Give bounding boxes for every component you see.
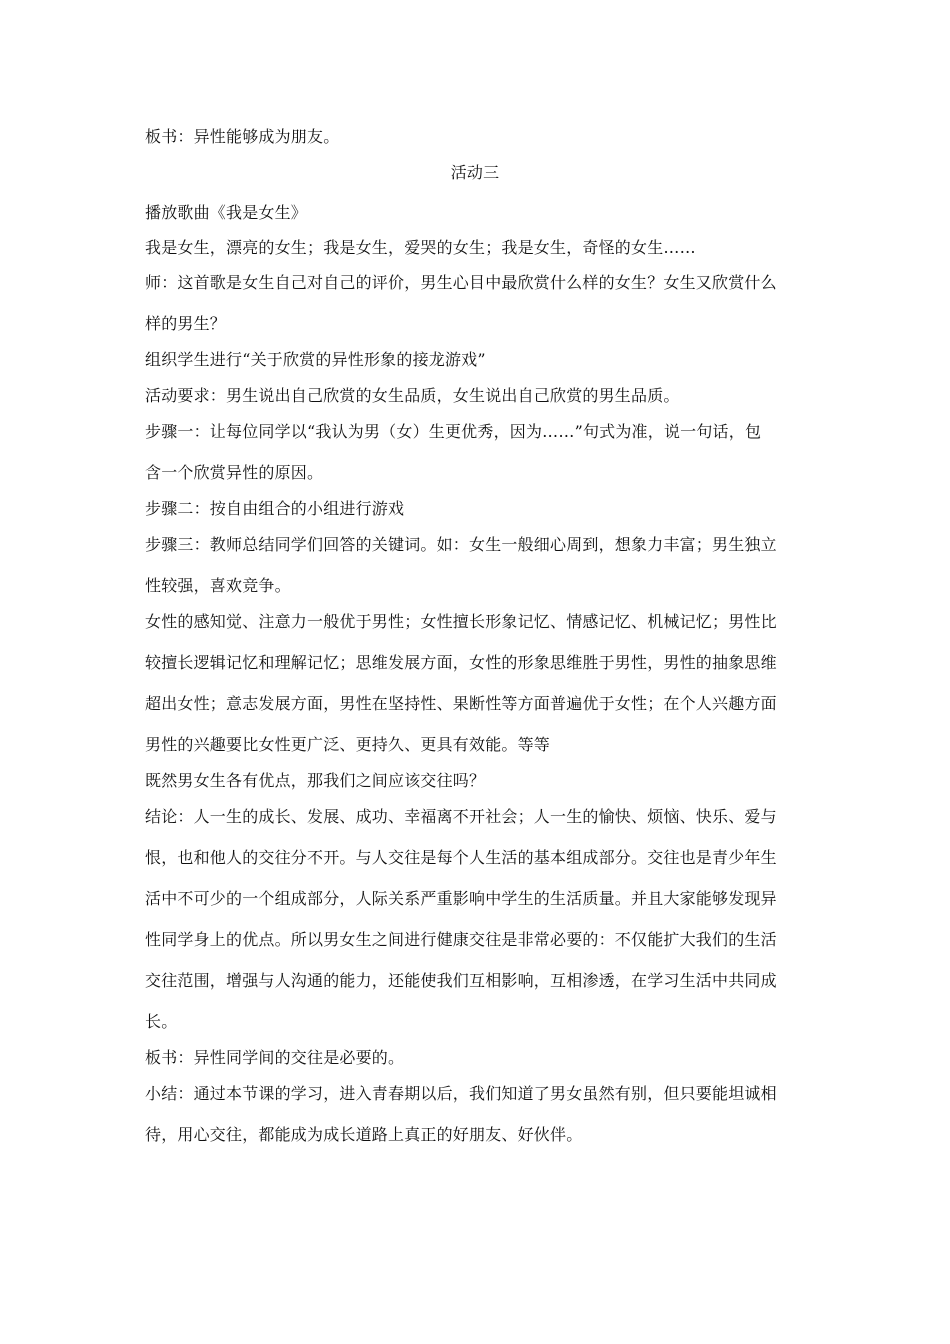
comparison-line-1: 女性的感知觉、注意力一般优于男性；女性擅长形象记忆、情感记忆、机械记忆；男性比 [145,612,777,631]
step-three-line-1: 步骤三：教师总结同学们回答的关键词。如：女生一般细心周到，想象力丰富；男生独立 [145,535,777,554]
question-line: 既然男女生各有优点，那我们之间应该交往吗？ [145,771,486,790]
step-one-line-1: 步骤一：让每位同学以“我认为男（女）生更优秀，因为……”句式为准，说一句话，包 [145,422,762,441]
conclusion-line-2: 恨，也和他人的交往分不开。与人交往是每个人生活的基本组成部分。交往也是青少年生 [145,848,777,867]
summary-line-2: 待，用心交往，都能成为成长道路上真正的好朋友、好伙伴。 [145,1125,583,1144]
conclusion-line-6: 长。 [145,1012,178,1031]
activity-requirement: 活动要求：男生说出自己欣赏的女生品质，女生说出自己欣赏的男生品质。 [145,386,680,405]
comparison-line-2: 较擅长逻辑记忆和理解记忆；思维发展方面，女性的形象思维胜于男性，男性的抽象思维 [145,653,777,672]
blackboard-note-1: 板书：异性能够成为朋友。 [145,127,340,146]
comparison-line-4: 男性的兴趣要比女性更广泛、更持久、更具有效能。等等 [145,735,551,754]
blackboard-note-2: 板书：异性同学间的交往是必要的。 [145,1048,405,1067]
game-organize-line: 组织学生进行“关于欣赏的异性形象的接龙游戏” [145,350,486,369]
teacher-question-line-1: 师：这首歌是女生自己对自己的评价，男生心目中最欣赏什么样的女生？女生又欣赏什么 [145,273,777,292]
song-line: 播放歌曲《我是女生》 [145,203,308,222]
conclusion-line-1: 结论：人一生的成长、发展、成功、幸福离不开社会；人一生的愉快、烦恼、快乐、爱与 [145,807,777,826]
step-one-line-2: 含一个欣赏异性的原因。 [145,463,324,482]
comparison-line-3: 超出女性；意志发展方面，男性在坚持性、果断性等方面普遍优于女性；在个人兴趣方面 [145,694,777,713]
teacher-question-line-2: 样的男生？ [145,314,227,333]
song-lyrics: 我是女生，漂亮的女生；我是女生，爱哭的女生；我是女生，奇怪的女生…… [145,238,696,257]
conclusion-line-5: 交往范围，增强与人沟通的能力，还能使我们互相影响，互相渗透，在学习生活中共同成 [145,971,777,990]
conclusion-line-3: 活中不可少的一个组成部分，人际关系严重影响中学生的生活质量。并且大家能够发现异 [145,889,777,908]
summary-line-1: 小结：通过本节课的学习，进入青春期以后，我们知道了男女虽然有别，但只要能坦诚相 [145,1084,777,1103]
conclusion-line-4: 性同学身上的优点。所以男女生之间进行健康交往是非常必要的：不仅能扩大我们的生活 [145,930,777,949]
step-two-line: 步骤二：按自由组合的小组进行游戏 [145,499,405,518]
activity-three-heading: 活动三 [450,163,500,182]
step-three-line-2: 性较强，喜欢竞争。 [145,576,291,595]
